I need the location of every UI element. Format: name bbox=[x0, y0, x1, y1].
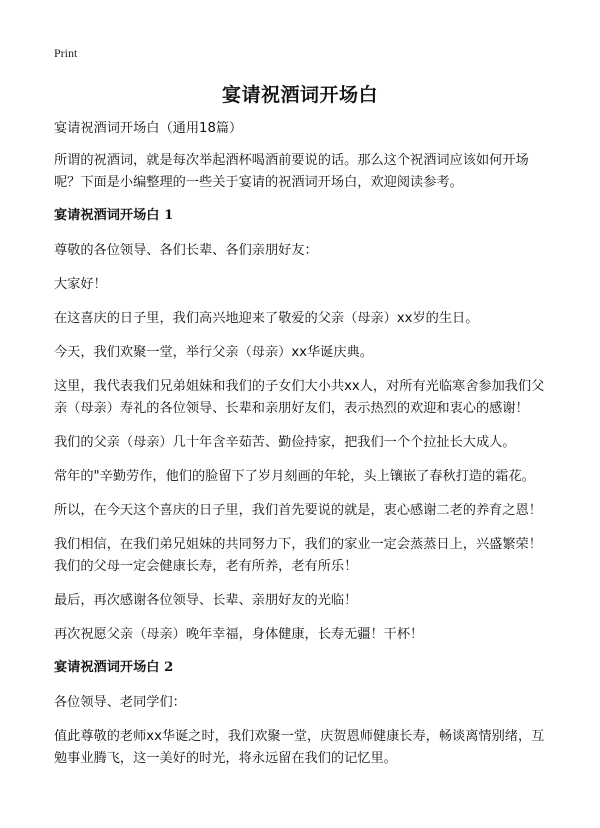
paragraph: 我们相信，在我们弟兄姐妹的共同努力下，我们的家业一定会蒸蒸日上，兴盛繁荣！我们的父母一定会健康长寿，老有所养，老有所乐！ bbox=[54, 537, 542, 574]
section-heading-2: 宴请祝酒词开场白 2 bbox=[54, 660, 174, 675]
paragraph: 各位领导、老同学们： bbox=[54, 695, 186, 710]
paragraph: 值此尊敬的老师xx华诞之时，我们欢聚一堂，庆贺恩师健康长寿，畅谈离情别绪，互勉事业腾飞，这一美好的时光，将永远留在我们的记忆里。 bbox=[54, 729, 545, 766]
paragraph: 大家好！ bbox=[54, 277, 107, 292]
intro-paragraph: 所谓的祝酒词，就是每次举起酒杯喝酒前要说的话。那么这个祝酒词应该如何开场呢？下面是小编整理的一些关于宴请的祝酒词开场白，欢迎阅读参考。 bbox=[54, 153, 529, 190]
paragraph: 在这喜庆的日子里，我们高兴地迎来了敬爱的父亲（母亲）xx岁的生日。 bbox=[54, 311, 479, 326]
paragraph: 尊敬的各位领导、各们长辈、各们亲朋好友： bbox=[54, 243, 318, 258]
paragraph: 这里，我代表我们兄弟姐妹和我们的子女们大小共xx人，对所有光临寒舍参加我们父亲（母亲）寿礼的各位领导、长辈和亲朋好友们，表示热烈的欢迎和衷心的感谢！ bbox=[54, 379, 545, 416]
section-heading-1: 宴请祝酒词开场白 1 bbox=[54, 208, 174, 223]
page-title: 宴请祝酒词开场白 bbox=[221, 84, 378, 106]
paragraph: 常年的"辛勤劳作，他们的脸留下了岁月刻画的年轮，头上镶嵌了春秋打造的霜花。 bbox=[54, 469, 535, 484]
paragraph: 所以，在今天这个喜庆的日子里，我们首先要说的就是，衷心感谢二老的养育之恩！ bbox=[54, 503, 542, 518]
print-label: Print bbox=[54, 46, 78, 60]
paragraph: 最后，再次感谢各位领导、长辈、亲朋好友的光临！ bbox=[54, 593, 358, 608]
paragraph: 再次祝愿父亲（母亲）晚年幸福，身体健康，长寿无疆！干杯！ bbox=[54, 627, 424, 642]
paragraph: 今天，我们欢聚一堂，举行父亲（母亲）xx华诞庆典。 bbox=[54, 345, 373, 360]
document-subtitle: 宴请祝酒词开场白（通用18篇） bbox=[54, 121, 243, 136]
paragraph: 我们的父亲（母亲）几十年含辛茹苦、勤俭持家，把我们一个个拉扯长大成人。 bbox=[54, 435, 516, 450]
document-body bbox=[54, 118, 554, 782]
